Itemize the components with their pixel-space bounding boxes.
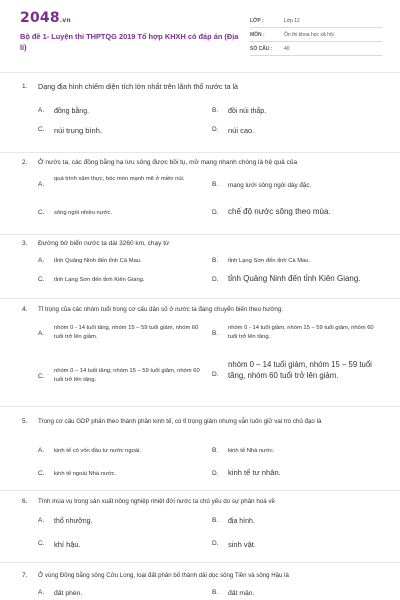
option-letter: C. xyxy=(38,209,45,216)
option-letter: B. xyxy=(212,517,219,524)
info-value: Ôn thi khoa học xã hội xyxy=(284,31,334,38)
option-letter: C. xyxy=(38,373,45,380)
question-4 xyxy=(0,298,400,406)
option-a[interactable] xyxy=(38,447,203,459)
option-d[interactable] xyxy=(212,126,382,138)
option-letter: B. xyxy=(212,181,219,188)
question-text: Dạng địa hình chiếm diện tích lớn nhất trên lãnh thổ nước ta là xyxy=(38,82,239,91)
option-b[interactable] xyxy=(212,589,382,600)
option-text: núi cao. xyxy=(228,126,255,135)
option-text: núi trung bình. xyxy=(54,126,102,135)
option-text: kinh tế Nhà nước. xyxy=(228,448,275,454)
question-number: 2. xyxy=(22,159,28,166)
option-letter: B. xyxy=(212,447,219,454)
option-text: đất phèn. xyxy=(54,590,83,597)
question-number: 1. xyxy=(22,83,28,90)
question-number: 5. xyxy=(22,418,28,425)
option-a[interactable] xyxy=(38,107,198,119)
logo-text: 2048 xyxy=(20,10,60,26)
option-c[interactable] xyxy=(38,126,198,138)
option-letter: B. xyxy=(212,330,219,337)
question-2 xyxy=(0,152,400,234)
option-a[interactable] xyxy=(38,257,203,269)
option-text: sinh vật. xyxy=(228,540,256,549)
info-row-subject xyxy=(250,28,382,42)
site-logo[interactable] xyxy=(20,10,71,26)
option-letter: D. xyxy=(212,540,219,547)
option-letter: A. xyxy=(38,181,45,188)
option-letter: B. xyxy=(212,107,219,114)
option-a[interactable] xyxy=(38,324,203,346)
option-letter: A. xyxy=(38,589,45,596)
option-text: kinh tế ngoài Nhà nước. xyxy=(54,471,117,477)
option-letter: A. xyxy=(38,257,45,264)
question-number: 4. xyxy=(22,306,28,313)
option-b[interactable] xyxy=(212,517,382,529)
option-letter: A. xyxy=(38,517,45,524)
option-c[interactable] xyxy=(38,367,203,389)
option-c[interactable] xyxy=(38,540,203,552)
option-letter: B. xyxy=(212,589,219,596)
info-row-count xyxy=(250,42,382,56)
question-text: Tính mùa vụ trong sản xuất nông nghiệp nhiệt đới nước ta chủ yếu do sự phân hoá về xyxy=(38,498,275,505)
option-text: quá trình xâm thực, bóc mòn mạnh mẽ ở miền núi. xyxy=(54,176,185,182)
option-d[interactable] xyxy=(212,274,390,288)
option-a[interactable] xyxy=(38,175,203,197)
option-c[interactable] xyxy=(38,276,203,288)
option-b[interactable] xyxy=(212,447,382,459)
option-text: mạng lưới sông ngòi dày đặc. xyxy=(228,182,312,189)
option-text: tỉnh Quảng Ninh đến tỉnh Cà Mau. xyxy=(54,258,142,264)
question-6 xyxy=(0,490,400,562)
option-letter: D. xyxy=(212,470,219,477)
info-value: 40 xyxy=(284,45,290,52)
option-d[interactable] xyxy=(212,468,382,482)
question-7 xyxy=(0,562,400,600)
option-letter: A. xyxy=(38,447,45,454)
question-text: Tỉ trọng của các nhóm tuổi trong cơ cấu dân số ở nước ta đang chuyển biến theo hướng: xyxy=(38,306,284,313)
option-text: đồi núi thấp. xyxy=(228,108,267,115)
option-text: nhóm 0 - 14 tuổi giảm, nhóm 15 – 59 tuổi giảm, nhóm 60 tuổi trở lên tăng. xyxy=(228,325,374,340)
question-number: 7. xyxy=(22,572,28,579)
option-b[interactable] xyxy=(212,181,382,193)
document-title: Bộ đề 1- Luyện thi THPTQG 2019 Tổ hợp KHXH có đáp án (Địa lí) xyxy=(20,32,239,52)
option-text: đất mặn. xyxy=(228,590,255,597)
option-letter: C. xyxy=(38,276,45,283)
option-letter: D. xyxy=(212,209,219,216)
option-letter: D. xyxy=(212,126,219,133)
info-row-class xyxy=(250,14,382,28)
option-a[interactable] xyxy=(38,589,203,600)
option-text: nhóm 0 - 14 tuổi tăng, nhóm 15 – 59 tuổi giảm, nhóm 60 tuổi trở lên giảm. xyxy=(54,325,199,340)
option-b[interactable] xyxy=(212,257,382,269)
option-text: kinh tế có vốn đầu tư nước ngoài. xyxy=(54,448,141,454)
info-key: SỐ CÂU : xyxy=(250,45,273,52)
option-text: đồng bằng. xyxy=(54,108,90,115)
info-table xyxy=(250,14,382,56)
option-d[interactable] xyxy=(212,359,382,395)
option-d[interactable] xyxy=(212,207,390,221)
option-text: thổ nhưỡng. xyxy=(54,518,93,525)
page-header xyxy=(0,0,400,62)
option-letter: B. xyxy=(212,257,219,264)
option-text: tỉnh Quảng Ninh đến tỉnh Kiên Giang. xyxy=(228,274,361,283)
option-text: tỉnh Lạng Sơn đến tỉnh Kiên Giang. xyxy=(54,277,145,283)
question-5 xyxy=(0,406,400,490)
option-b[interactable] xyxy=(212,324,382,346)
option-letter: A. xyxy=(38,330,45,337)
option-c[interactable] xyxy=(38,470,203,482)
option-letter: C. xyxy=(38,126,45,133)
option-a[interactable] xyxy=(38,517,203,529)
option-text: chế độ nước sông theo mùa. xyxy=(228,207,331,216)
option-b[interactable] xyxy=(212,107,382,119)
option-letter: D. xyxy=(212,276,219,283)
option-text: nhóm 0 – 14 tuổi giảm, nhóm 15 – 59 tuổi tăng, nhóm 60 tuổi trở lên giảm. xyxy=(228,360,372,380)
question-number: 3. xyxy=(22,240,28,247)
question-text: Ở nước ta, các đồng bằng hạ lưu sông được bồi tụ, mở mang nhanh chóng là hệ quả của xyxy=(38,159,298,166)
question-text: Trong cơ cấu GDP phân theo thành phần kinh tế, có tỉ trọng giảm nhưng vẫn luôn giữ vai trò chủ đạo là xyxy=(38,418,322,425)
question-1 xyxy=(0,72,400,152)
option-letter: A. xyxy=(38,107,45,114)
option-text: tỉnh Lạng Sơn đến tỉnh Cà Mau. xyxy=(228,258,311,264)
info-key: MÔN : xyxy=(250,31,265,38)
question-number: 6. xyxy=(22,498,28,505)
option-text: địa hình. xyxy=(228,518,255,525)
option-d[interactable] xyxy=(212,540,382,552)
option-text: sông ngòi nhiều nước. xyxy=(54,210,112,216)
option-letter: D. xyxy=(212,371,219,378)
question-text: Ở vùng Đồng bằng sông Cửu Long, loại đất phân bố thành dải dọc sông Tiền và sông Hậu là xyxy=(38,572,289,579)
option-c[interactable] xyxy=(38,209,203,221)
question-text: Đường bờ biển nước ta dài 3260 km, chạy từ xyxy=(38,240,170,247)
option-text: khí hậu. xyxy=(54,540,81,549)
question-3 xyxy=(0,234,400,298)
info-key: LỚP : xyxy=(250,17,264,24)
option-letter: C. xyxy=(38,470,45,477)
info-value: Lớp 12 xyxy=(284,17,300,24)
option-text: nhóm 0 – 14 tuổi tăng, nhóm 15 – 59 tuổi giảm, nhóm 60 tuổi trở lên tăng. xyxy=(54,368,200,383)
logo-suffix: .vn xyxy=(59,17,71,24)
option-letter: C. xyxy=(38,540,45,547)
option-text: kinh tế tư nhân. xyxy=(228,468,281,477)
